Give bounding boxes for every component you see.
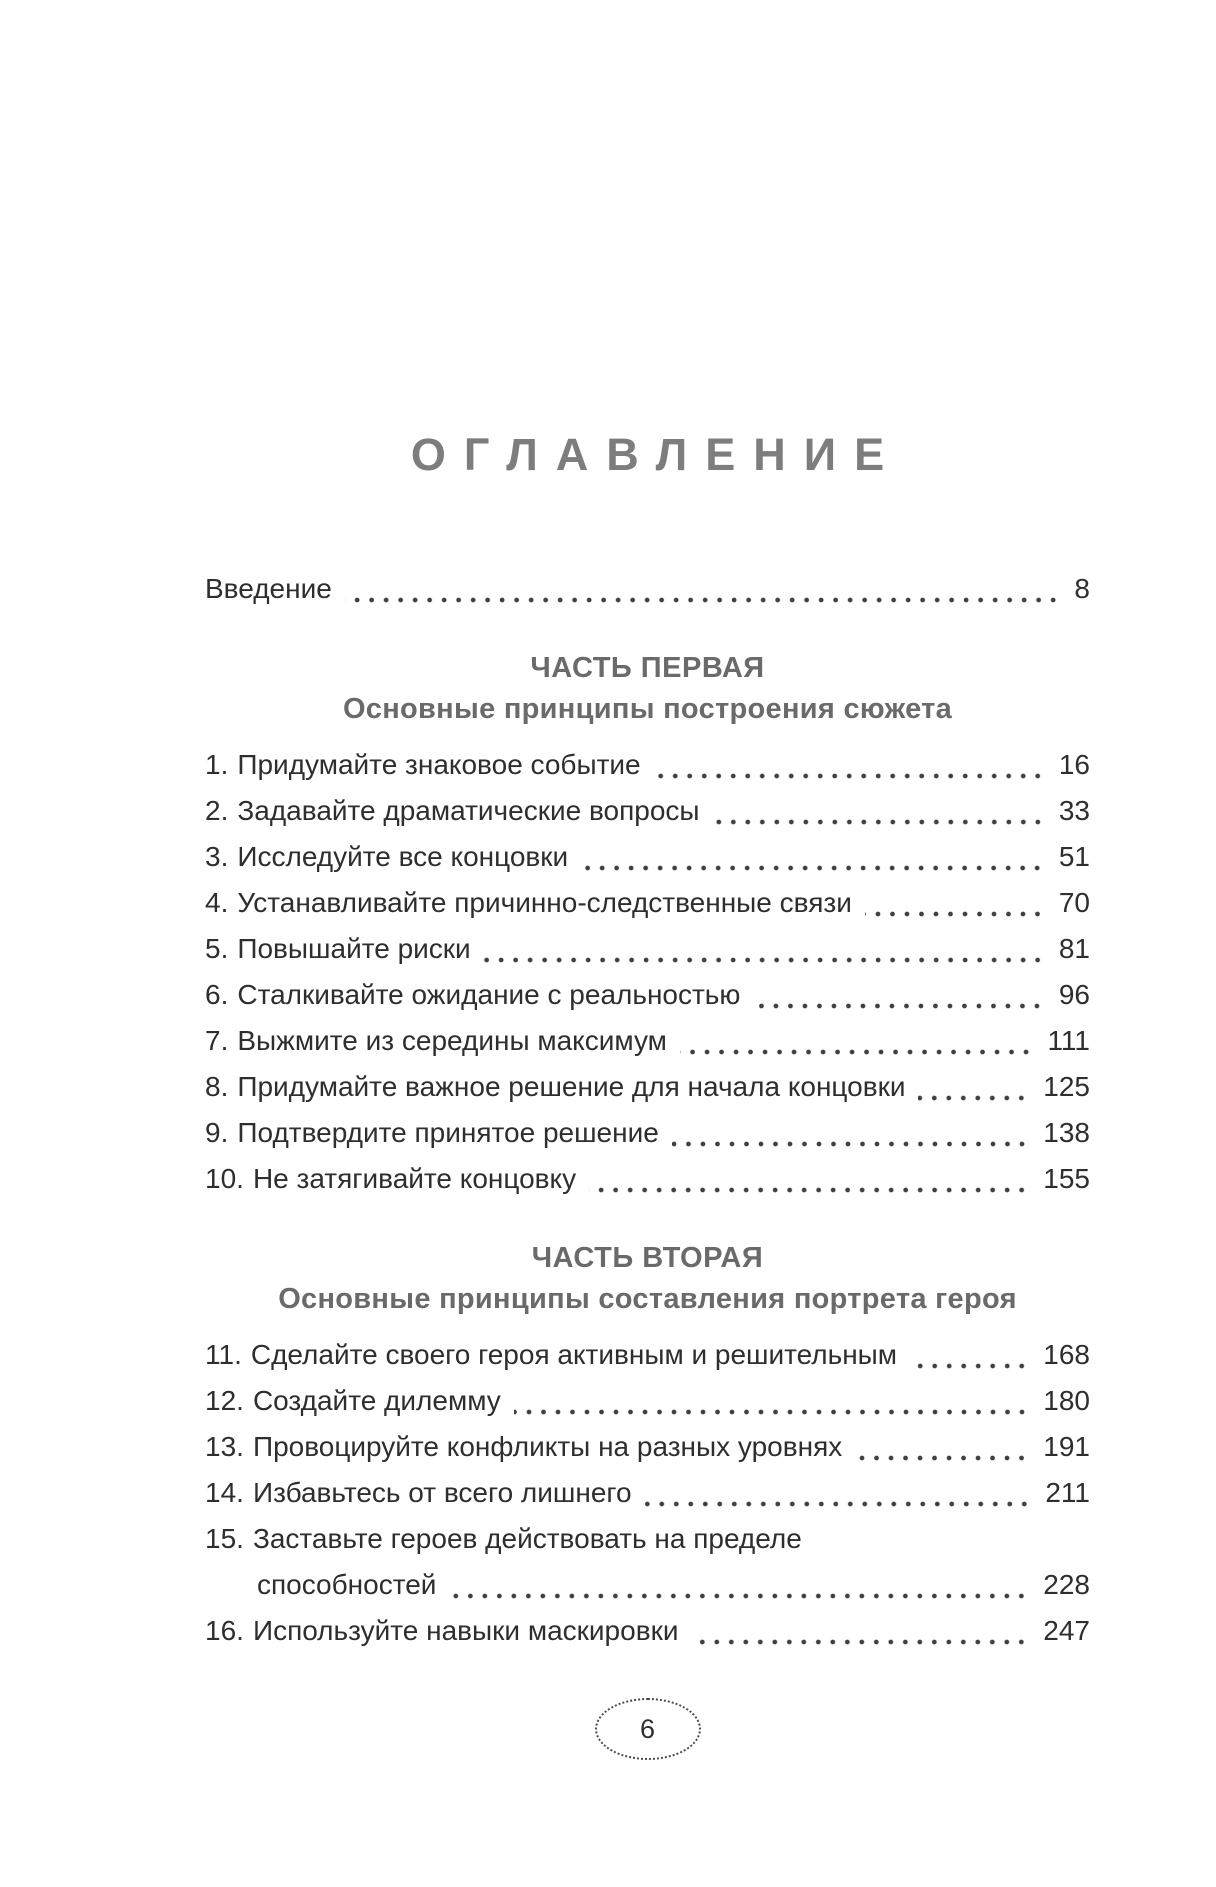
entry-number: 10.	[205, 1163, 244, 1194]
entry-label: Провоцируйте конфликты на разных уровнях	[252, 1431, 843, 1462]
page-footer	[205, 1698, 1090, 1760]
dot-leader	[672, 1141, 1033, 1147]
entry-number: 15.	[205, 1523, 244, 1554]
dot-leader	[345, 597, 1065, 603]
toc-entry-intro	[205, 566, 1090, 612]
dot-leader	[589, 1187, 1033, 1193]
dot-leader	[514, 1409, 1034, 1415]
dot-leader	[691, 1639, 1033, 1645]
entry-label: Сделайте своего героя активным и решительным	[250, 1339, 898, 1370]
entry-label: Подтвердите принятое решение	[237, 1117, 659, 1148]
page-title: ОГЛАВЛЕНИЕ	[410, 429, 903, 480]
toc-part-second	[205, 1242, 1090, 1654]
dot-leader	[484, 957, 1049, 963]
entry-number: 2.	[205, 795, 229, 826]
entry-label: Придумайте важное решение для начала концовки	[237, 1071, 906, 1102]
dot-leader	[753, 1003, 1048, 1009]
toc-entry	[205, 1424, 1090, 1470]
entry-page-number: 138	[1043, 1117, 1090, 1148]
entry-label: Выжмите из середины максимум	[237, 1025, 667, 1056]
toc-entry	[205, 1064, 1090, 1110]
entry-number: 14.	[205, 1477, 244, 1508]
entry-page-number: 16	[1058, 749, 1090, 780]
entry-label: Исследуйте все концовки	[237, 841, 569, 872]
entry-page-number: 247	[1043, 1615, 1090, 1646]
entry-label: Придумайте знаковое событие	[237, 749, 641, 780]
dot-leader	[680, 1049, 1038, 1055]
entry-page-number: 51	[1058, 841, 1090, 872]
entry-label: Создайте дилемму	[252, 1385, 501, 1416]
toc-entry	[205, 1332, 1090, 1378]
entry-label: Не затягивайте концовку	[252, 1163, 577, 1194]
toc-entries	[205, 1332, 1090, 1654]
dot-leader	[645, 1501, 1036, 1507]
toc-entry	[205, 1516, 1090, 1562]
toc-entry	[205, 1562, 1090, 1608]
entry-page-number: 70	[1058, 887, 1090, 918]
entry-page-number: 125	[1043, 1071, 1090, 1102]
dot-leader	[449, 1593, 1033, 1599]
toc-entry	[205, 834, 1090, 880]
part-subheading: Основные принципы построения сюжета	[342, 693, 953, 725]
toc-entry	[205, 972, 1090, 1018]
entry-page-number: 191	[1043, 1431, 1090, 1462]
entry-page-number: 8	[1074, 573, 1090, 604]
entry-page-number: 96	[1058, 979, 1090, 1010]
toc-entry	[205, 1608, 1090, 1654]
page-number-oval	[595, 1698, 701, 1760]
entry-number: 9.	[205, 1117, 229, 1148]
entry-page-number: 211	[1045, 1477, 1090, 1508]
toc-entry	[205, 742, 1090, 788]
entry-page-number: 228	[1043, 1569, 1090, 1600]
entry-number: 16.	[205, 1615, 244, 1646]
dot-leader	[581, 865, 1049, 871]
toc-entry	[205, 1378, 1090, 1424]
entry-number: 12.	[205, 1385, 244, 1416]
toc-entry	[205, 1110, 1090, 1156]
entry-label: Устанавливайте причинно-следственные связи	[237, 887, 852, 918]
entry-number: 3.	[205, 841, 229, 872]
entry-number: 4.	[205, 887, 229, 918]
dot-leader	[918, 1095, 1033, 1101]
entry-page-number: 168	[1043, 1339, 1090, 1370]
entry-page-number: 180	[1043, 1385, 1090, 1416]
entry-label: Сталкивайте ожидание с реальностью	[237, 979, 741, 1010]
entry-number: 1.	[205, 749, 229, 780]
entry-number: 13.	[205, 1431, 244, 1462]
entry-number: 11.	[205, 1339, 242, 1370]
dot-leader	[865, 911, 1049, 917]
entry-page-number: 33	[1058, 795, 1090, 826]
footer-page-number: 6	[639, 1713, 656, 1744]
entry-label: способностей	[257, 1569, 437, 1600]
entry-page-number: 155	[1043, 1163, 1090, 1194]
toc-entry	[205, 926, 1090, 972]
toc-entry	[205, 1470, 1090, 1516]
toc-entry	[205, 1156, 1090, 1202]
entry-label: Заставьте героев действовать на пределе	[252, 1523, 802, 1554]
entry-label: Используйте навыки маскировки	[252, 1615, 679, 1646]
dot-leader	[713, 819, 1049, 825]
entry-label: Избавьтесь от всего лишнего	[252, 1477, 632, 1508]
entry-number: 5.	[205, 933, 229, 964]
dot-leader	[910, 1363, 1033, 1369]
part-heading: ЧАСТЬ ПЕРВАЯ	[530, 652, 765, 684]
entry-label: Повышайте риски	[237, 933, 471, 964]
part-subheading: Основные принципы составления портрета героя	[278, 1283, 1017, 1315]
entry-number: 8.	[205, 1071, 229, 1102]
entry-page-number: 111	[1047, 1025, 1090, 1056]
dot-leader	[654, 773, 1049, 779]
entry-label: Введение	[205, 573, 332, 604]
entry-number: 7.	[205, 1025, 229, 1056]
entry-label: Задавайте драматические вопросы	[237, 795, 700, 826]
toc-entry	[205, 880, 1090, 926]
toc-entry	[205, 1018, 1090, 1064]
entry-number: 6.	[205, 979, 229, 1010]
toc-entries	[205, 742, 1090, 1202]
dot-leader	[855, 1455, 1033, 1461]
entry-page-number: 81	[1058, 933, 1090, 964]
part-heading: ЧАСТЬ ВТОРАЯ	[531, 1242, 764, 1274]
toc-part-first	[205, 652, 1090, 1202]
toc-entry	[205, 788, 1090, 834]
toc-content	[205, 0, 1090, 1760]
